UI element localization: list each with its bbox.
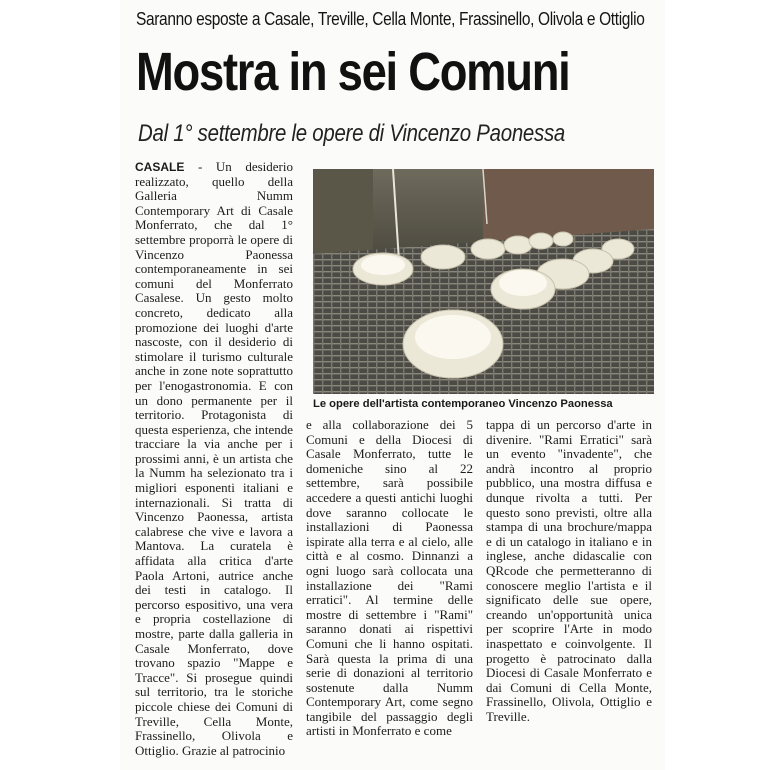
artwork-photo bbox=[313, 169, 654, 394]
column-1-text: - Un desiderio realizzato, quello della Galleria Numm Contemporary Art di Casale Monferrato, che dal 1° settembre proporrà le opere di Vincenzo Paonessa contemporaneamente in sei comuni del Monferrato Casalese. Un gesto molto concreto, dedicato alla promozione dei luoghi d'arte nascoste, con il desiderio di stimolare il turismo culturale anche in zone note soprattutto per l'enogastronomia. E con un dono permanente per il territorio. Protagonista di questa esperienza, che intende tracciare la via anche per i prossimi anni, è un artista che la Numm ha selezionato tra i migliori esponenti italiani e internazionali. Si tratta di Vincenzo Paonessa, artista calabrese che vive e lavora a Mantova. La curatela è affidata alla critica d'arte Paola Artoni, autrice anche dei testi in catalogo. Il percorso espositivo, una vera e propria costellazione di mostre, parte dalla galleria in Casale Monferrato, dove trovano spazio "Mappe e Tracce". Si prosegue quindi sul territorio, tra le storiche piccole chiese dei Comuni di Treville, Cella Monte, Frassinello, Olivola e Ottiglio. Grazie al patrocinio bbox=[135, 159, 293, 758]
dateline: CASALE bbox=[135, 160, 185, 174]
article-column-1 bbox=[135, 160, 293, 758]
article-column-2 bbox=[306, 418, 473, 739]
article-headline: Mostra in sei Comuni bbox=[136, 42, 570, 102]
photo-caption: Le opere dell'artista contemporaneo Vincenzo Paonessa bbox=[313, 398, 613, 410]
article-column-3 bbox=[486, 418, 652, 724]
article-kicker: Saranno esposte a Casale, Treville, Cella Monte, Frassinello, Olivola e Ottiglio bbox=[136, 9, 645, 29]
installation-image bbox=[313, 169, 654, 394]
column-2-text: e alla collaborazione dei 5 Comuni e della Diocesi di Casale Monferrato, tutte le domeniche sino al 22 settembre, sarà possibile accedere a questi antichi luoghi dove saranno collocate le installazioni di Paonessa ispirate alla terra e al cielo, alle città e al cosmo. Dinnanzi a ogni luogo sarà collocata una installazione dei "Rami erratici". Al termine delle mostre di settembre i "Rami" saranno donati ai rispettivi Comuni che li hanno ospitati. Sarà questa la prima di una serie di donazioni al territorio sostenute dalla Numm Contemporary Art, come segno tangibile del passaggio degli artisti in Monferrato e come bbox=[306, 417, 473, 739]
column-3-text: tappa di un percorso d'arte in divenire. "Rami Erratici" sarà un evento "invadente", che andrà incontro al proprio pubblico, una mostra diffusa e dunque rivolta a tutti. Per questo sono previsti, oltre alla stampa di una brochure/mappa e di un catalogo in italiano e in inglese, anche didascalie con QRcode che permetteranno di conoscere meglio l'artista e il significato delle sue opere, creando un'opportunità unica per scoprire l'Arte in modo inaspettato e coinvolgente. Il progetto è patrocinato dalla Diocesi di Casale Monferrato e dai Comuni di Cella Monte, Frassinello, Olivola, Ottiglio e Treville. bbox=[486, 417, 652, 724]
article-subhead: Dal 1° settembre le opere di Vincenzo Paonessa bbox=[138, 120, 565, 147]
